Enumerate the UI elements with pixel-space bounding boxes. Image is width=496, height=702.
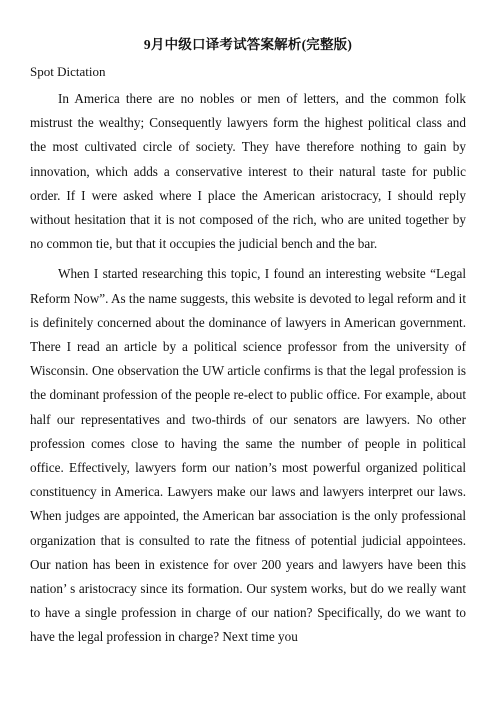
- paragraph-1: In America there are no nobles or men of letters, and the common folk mistrust the wealthy; Consequently lawyers form the highest political class and the most cultivated circle of society. They have therefore nothing to gain by innovation, which adds a conservative interest to their natural taste for public order. If I were asked where I place the American aristocracy, I should reply without hesitation that it is not composed of the rich, who are united together by no common tie, but that it occupies the judicial bench and the bar.: [30, 91, 466, 252]
- section-label: Spot Dictation: [30, 64, 106, 79]
- paragraph-2: When I started researching this topic, I found an interesting website “Legal Reform Now”. As the name suggests, this website is devoted to legal reform and it is definitely concerned about the dominance of lawyers in American government. There I read an article by a political science professor from the university of Wisconsin. One observation the UW article confirms is that the legal profession is the dominant profession of the people re-elect to public office. For example, about half our representatives and two-thirds of our senators are lawyers. No other profession comes close to having the same the number of people in political office. Effectively, lawyers form our nation’s most powerful organized political constituency in America. Lawyers make our laws and lawyers interpret our laws. When judges are appointed, the American bar association is the only professional organization that is consulted to rate the fitness of potential judicial appointees. Our nation has been in existence for over 200 years and lawyers have been this nation’ s aristocracy since its formation. Our system works, but do we really want to have a single profession in charge of our nation? Specifically, do we want to have the legal profession in charge? Next time you: [30, 266, 466, 645]
- document-title: 9月中级口译考试答案解析(完整版): [143, 37, 353, 52]
